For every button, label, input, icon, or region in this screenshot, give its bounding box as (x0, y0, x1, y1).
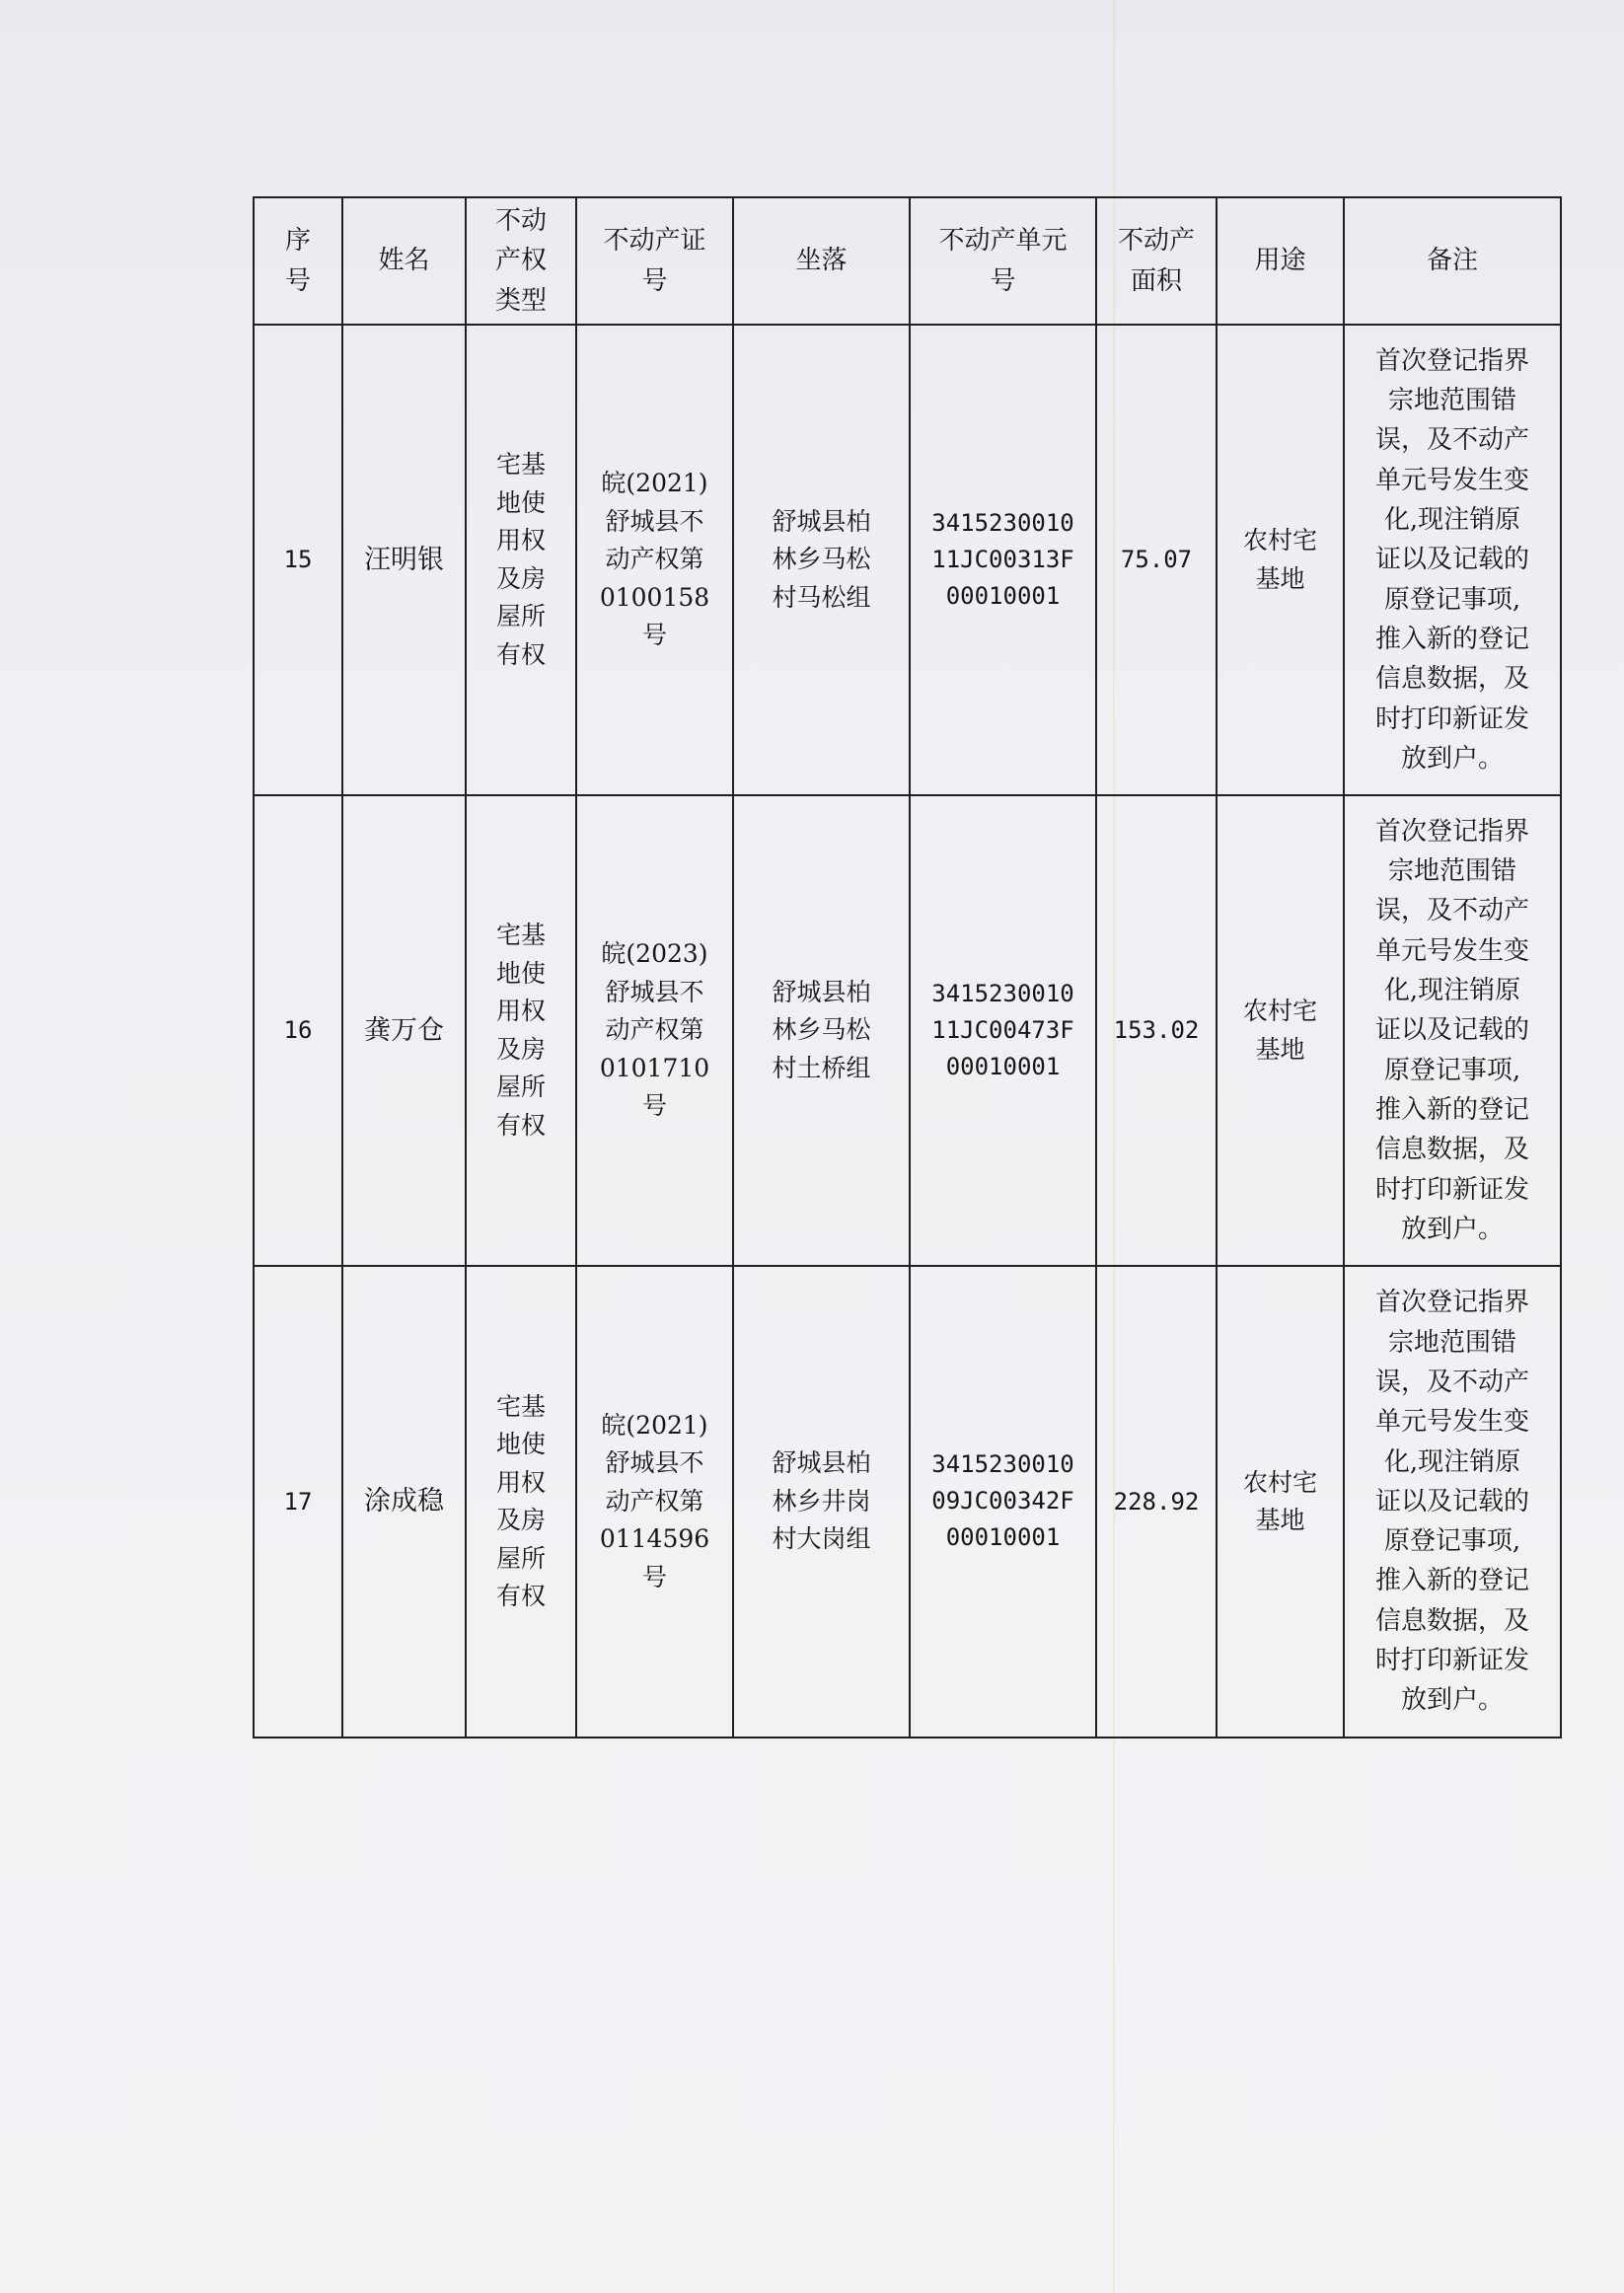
header-location: 坐落 (733, 197, 910, 325)
cell-cert-no: 皖(2021) 舒城县不 动产权第 0114596 号 (576, 1266, 733, 1738)
cell-area: 228.92 (1096, 1266, 1217, 1738)
cell-location: 舒城县柏 林乡井岗 村大岗组 (733, 1266, 910, 1738)
table-row (254, 1266, 1561, 1738)
cell-usage: 农村宅 基地 (1217, 795, 1344, 1266)
cell-right-type: 宅基 地使 用权 及房 屋所 有权 (466, 325, 576, 795)
cell-usage: 农村宅 基地 (1217, 325, 1344, 795)
cell-unit-no: 3415230010 09JC00342F 00010001 (910, 1266, 1096, 1738)
cell-seq: 17 (254, 1266, 342, 1738)
cell-location: 舒城县柏 林乡马松 村马松组 (733, 325, 910, 795)
scan-speck (239, 2146, 249, 2150)
cell-location: 舒城县柏 林乡马松 村土桥组 (733, 795, 910, 1266)
scan-speck (829, 2146, 839, 2150)
registry-table-wrapper (253, 196, 1560, 1738)
cell-cert-no: 皖(2023) 舒城县不 动产权第 0101710 号 (576, 795, 733, 1266)
scan-speck (535, 2146, 545, 2150)
header-seq: 序 号 (254, 197, 342, 325)
cell-name: 涂成稳 (342, 1266, 466, 1738)
header-right-type: 不动 产权 类型 (466, 197, 576, 325)
header-usage: 用途 (1217, 197, 1344, 325)
scan-speck (1419, 2146, 1429, 2150)
cell-area: 75.07 (1096, 325, 1217, 795)
scan-speck (1127, 2146, 1137, 2150)
header-cert-no: 不动产证 号 (576, 197, 733, 325)
cell-unit-no: 3415230010 11JC00313F 00010001 (910, 325, 1096, 795)
cell-name: 龚万仓 (342, 795, 466, 1266)
cell-area: 153.02 (1096, 795, 1217, 1266)
header-name: 姓名 (342, 197, 466, 325)
cell-right-type: 宅基 地使 用权 及房 屋所 有权 (466, 1266, 576, 1738)
table-header-row (254, 197, 1561, 325)
cell-remarks: 首次登记指界 宗地范围错 误，及不动产 单元号发生变 化,现注销原 证以及记载的 原登记事项, 推入新的登记 信息数据，及 时打印新证发 放到户。 (1344, 795, 1561, 1266)
header-remarks: 备注 (1344, 197, 1561, 325)
cell-seq: 15 (254, 325, 342, 795)
header-unit-no: 不动产单元 号 (910, 197, 1096, 325)
cell-cert-no: 皖(2021) 舒城县不 动产权第 0100158 号 (576, 325, 733, 795)
cell-unit-no: 3415230010 11JC00473F 00010001 (910, 795, 1096, 1266)
real-estate-correction-table (253, 196, 1562, 1738)
cell-remarks: 首次登记指界 宗地范围错 误，及不动产 单元号发生变 化,现注销原 证以及记载的 原登记事项, 推入新的登记 信息数据，及 时打印新证发 放到户。 (1344, 1266, 1561, 1738)
table-row (254, 795, 1561, 1266)
cell-usage: 农村宅 基地 (1217, 1266, 1344, 1738)
table-row (254, 325, 1561, 795)
header-area: 不动产 面积 (1096, 197, 1217, 325)
cell-name: 汪明银 (342, 325, 466, 795)
cell-remarks: 首次登记指界 宗地范围错 误，及不动产 单元号发生变 化,现注销原 证以及记载的 原登记事项, 推入新的登记 信息数据，及 时打印新证发 放到户。 (1344, 325, 1561, 795)
cell-right-type: 宅基 地使 用权 及房 屋所 有权 (466, 795, 576, 1266)
cell-seq: 16 (254, 795, 342, 1266)
